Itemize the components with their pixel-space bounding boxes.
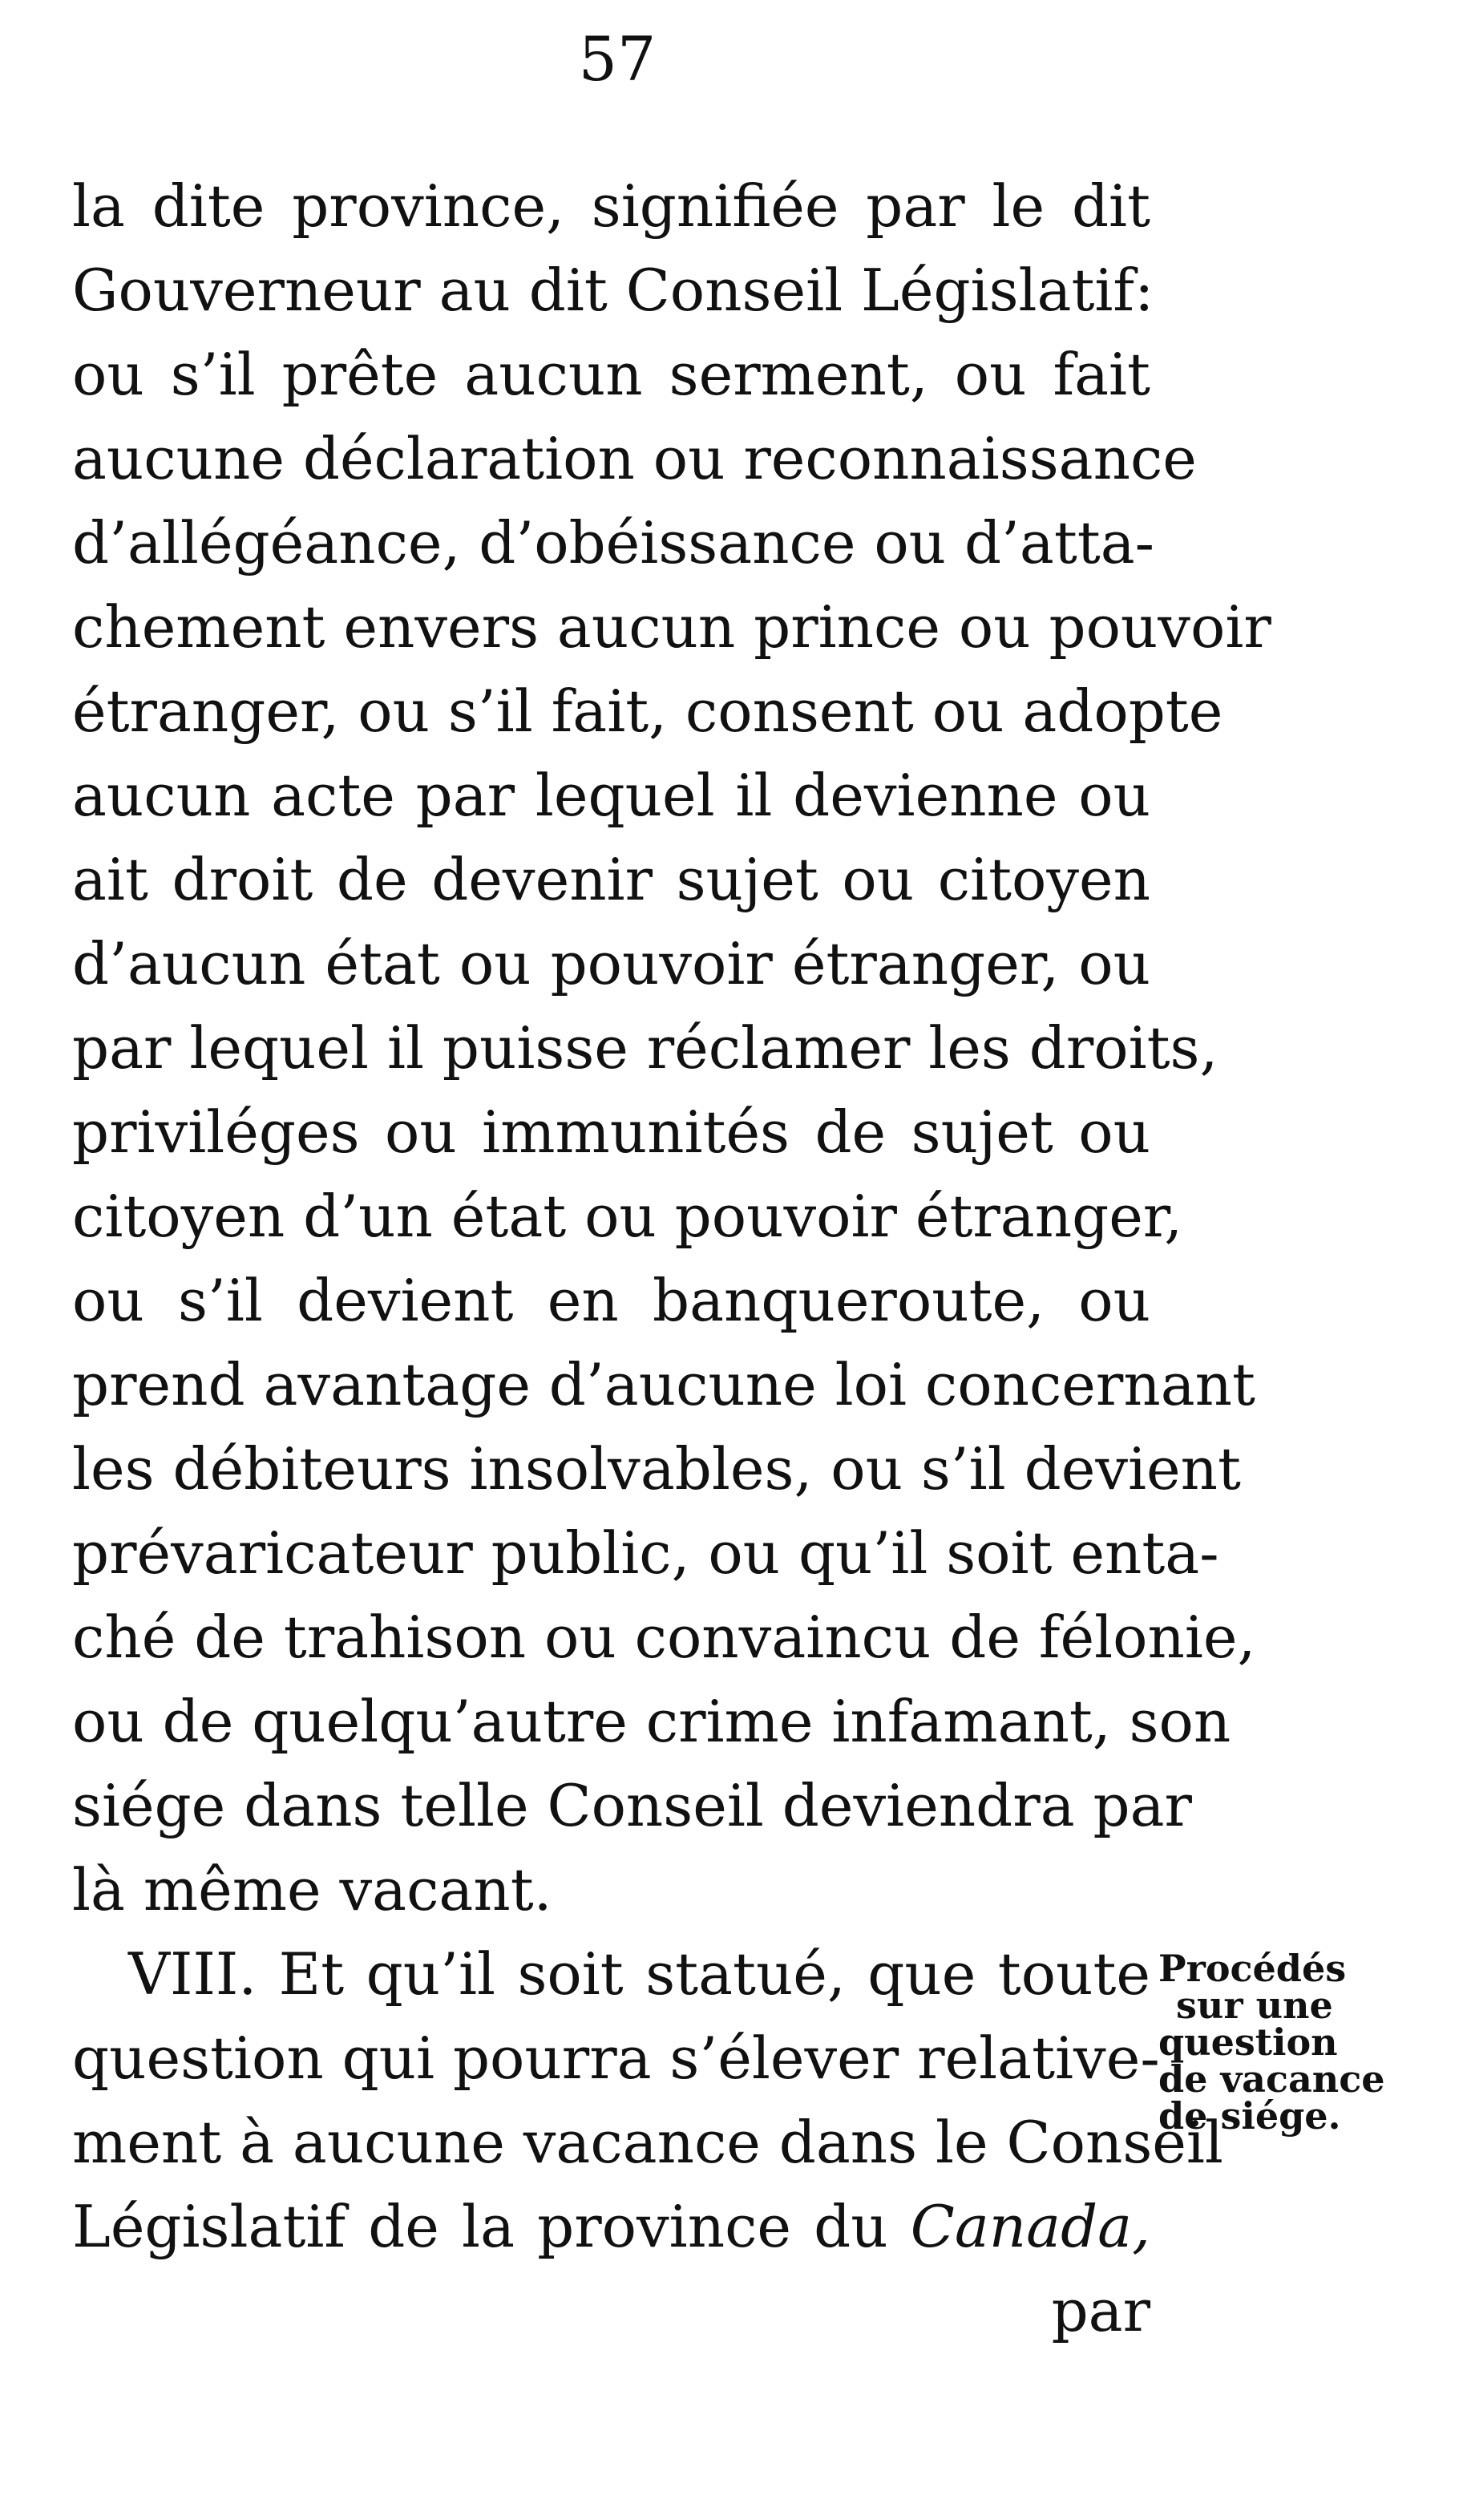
text-line: d’aucun état ou pouvoir étranger, ou [72,930,1150,997]
catchword: par [1051,2277,1150,2344]
text-line: priviléges ou immunités de sujet ou [72,1098,1150,1166]
text-line: d’allégéance, d’obéissance ou d’atta- [72,509,1154,576]
text-line: ment à aucune vacance dans le Conseil [72,2109,1223,2176]
section-heading-line: VIII. Et qu’il soit statué, que toute [128,1940,1150,2008]
text-line: étranger, ou s’il fait, consent ou adopte [72,678,1223,745]
text-line: ché de trahison ou convaincu de félonie, [72,1604,1256,1671]
text-line: par lequel il puisse réclamer les droits, [72,1014,1218,1082]
margin-note-line: de vacance [1158,2057,1385,2101]
text-segment: Législatif de la province du [72,2193,911,2260]
text-line: les débiteurs insolvables, ou s’il devient [72,1435,1241,1503]
text-line: aucune déclaration ou reconnaissance [72,425,1197,492]
text-line: ou de quelqu’autre crime infamant, son [72,1688,1231,1755]
text-line [72,2185,1150,2269]
text-line: la dite province, signifiée par le dit [72,172,1150,240]
margin-note [1158,1947,1423,2138]
text-line: question qui pourra s’élever relative- [72,2024,1160,2092]
margin-note-line: question [1158,2020,1338,2064]
text-line: siége dans telle Conseil deviendra par [72,1772,1192,1839]
text-line: ou s’il devient en banqueroute, ou [72,1267,1150,1334]
margin-note-line: de siége. [1158,2094,1341,2138]
text-line: aucun acte par lequel il devienne ou [72,762,1150,829]
text-line: ait droit de devenir sujet ou citoyen [72,846,1150,913]
text-line: là même vacant. [72,1856,552,1923]
text-line: ou s’il prête aucun serment, ou fait [72,341,1150,408]
text-line: Gouverneur au dit Conseil Législatif: [72,257,1154,324]
text-line: citoyen d’un état ou pouvoir étranger, [72,1183,1183,1250]
margin-note-line: Procédés [1158,1947,1347,1990]
italic-place-name: Canada, [910,2193,1150,2260]
text-line: prévaricateur public, ou qu’il soit enta- [72,1519,1219,1587]
page-number: 57 [578,23,657,95]
text-line: chement envers aucun prince ou pouvoir [72,593,1271,661]
text-line: prend avantage d’aucune loi concernant [72,1351,1255,1418]
margin-note-line: sur une [1176,1984,1333,2027]
